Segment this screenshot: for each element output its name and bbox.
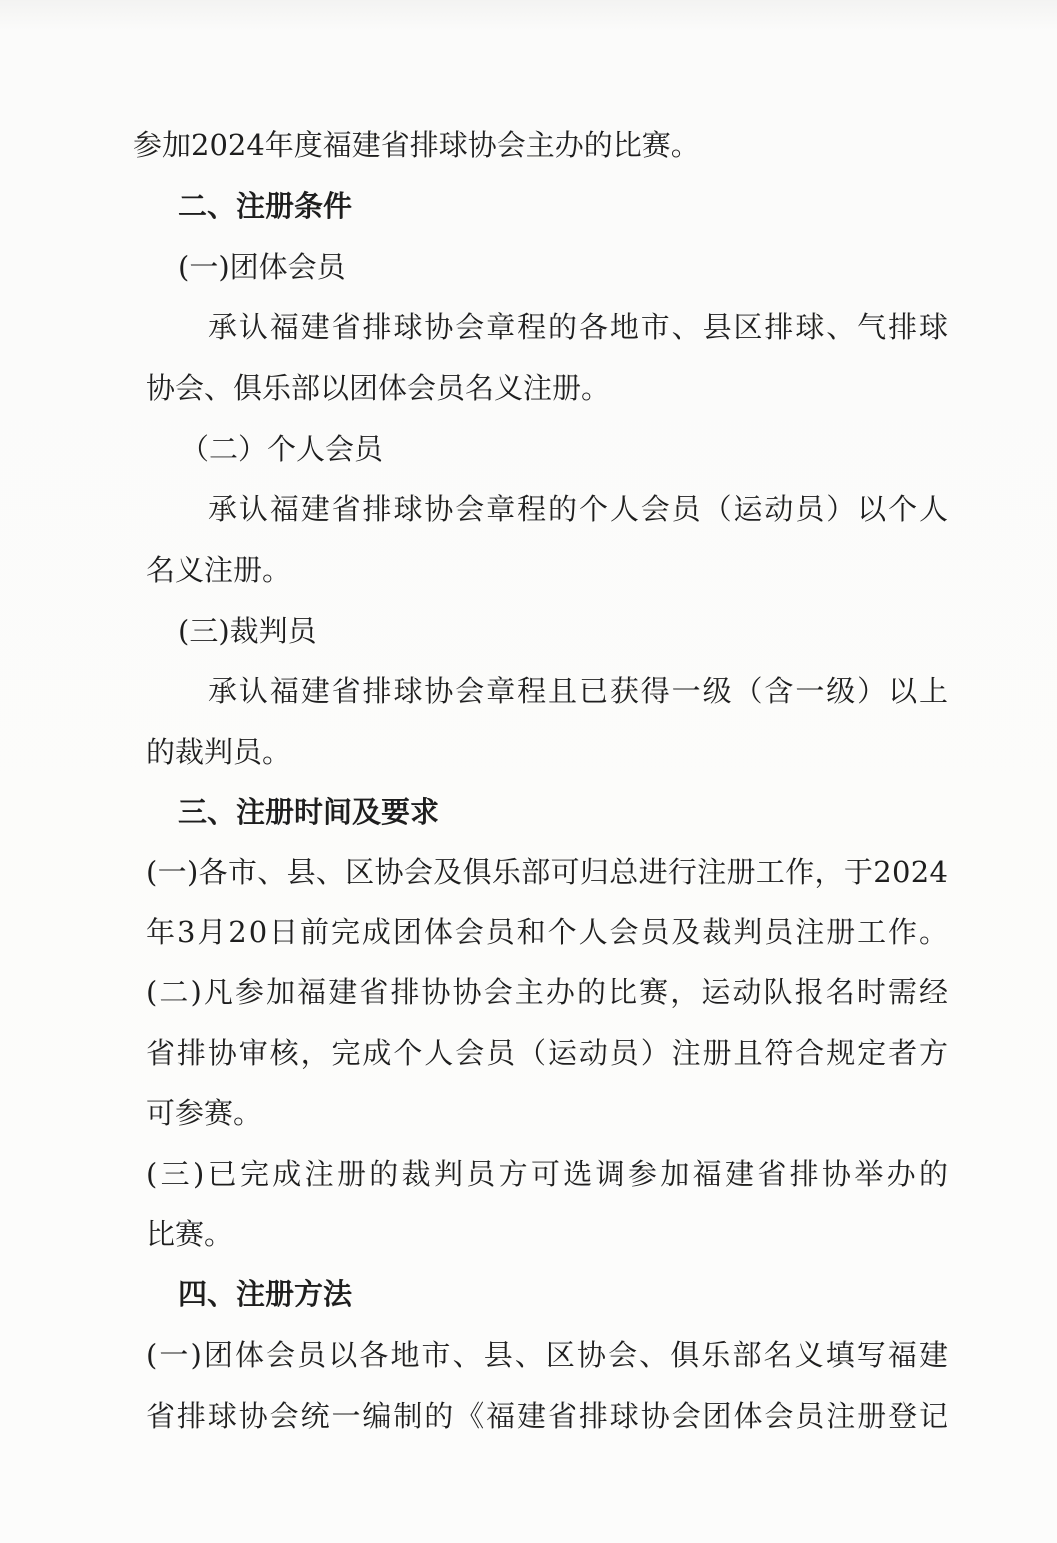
paragraph-line: 年3月20日前完成团体会员和个人会员及裁判员注册工作。 — [146, 915, 950, 949]
paragraph-line: 可参赛。 — [146, 1096, 263, 1130]
paragraph-line: 承认福建省排球协会章程的个人会员（运动员）以个人 — [208, 492, 950, 526]
subsection-heading: （二）个人会员 — [180, 432, 384, 466]
paragraph-line: 参加2024年度福建省排球协会主办的比赛。 — [133, 128, 700, 162]
subsection-heading: (三)裁判员 — [178, 614, 317, 648]
paragraph-line: (一)各市、县、区协会及俱乐部可归总进行注册工作，于2024 — [146, 855, 949, 889]
paragraph-line: (三)已完成注册的裁判员方可选调参加福建省排协举办的 — [146, 1157, 952, 1191]
subsection-heading: (一)团体会员 — [178, 250, 346, 284]
section-heading: 二、注册条件 — [178, 189, 353, 223]
paragraph-line: 比赛。 — [146, 1217, 234, 1251]
paragraph-line: (一)团体会员以各地市、县、区协会、俱乐部名义填写福建 — [146, 1338, 951, 1372]
paragraph-line: (二)凡参加福建省排协协会主办的比赛，运动队报名时需经 — [146, 975, 951, 1009]
section-heading: 三、注册时间及要求 — [178, 795, 440, 829]
paragraph-line: 协会、俱乐部以团体会员名义注册。 — [146, 371, 611, 405]
paragraph-line: 省排协审核，完成个人会员（运动员）注册且符合规定者方 — [146, 1036, 950, 1070]
paragraph-line: 承认福建省排球协会章程且已获得一级（含一级）以上 — [208, 674, 950, 708]
paragraph-line: 名义注册。 — [146, 553, 292, 587]
paragraph-line: 省排球协会统一编制的《福建省排球协会团体会员注册登记 — [146, 1399, 950, 1433]
section-heading: 四、注册方法 — [178, 1277, 353, 1311]
paragraph-line: 承认福建省排球协会章程的各地市、县区排球、气排球 — [208, 310, 950, 344]
paragraph-line: 的裁判员。 — [146, 735, 292, 769]
